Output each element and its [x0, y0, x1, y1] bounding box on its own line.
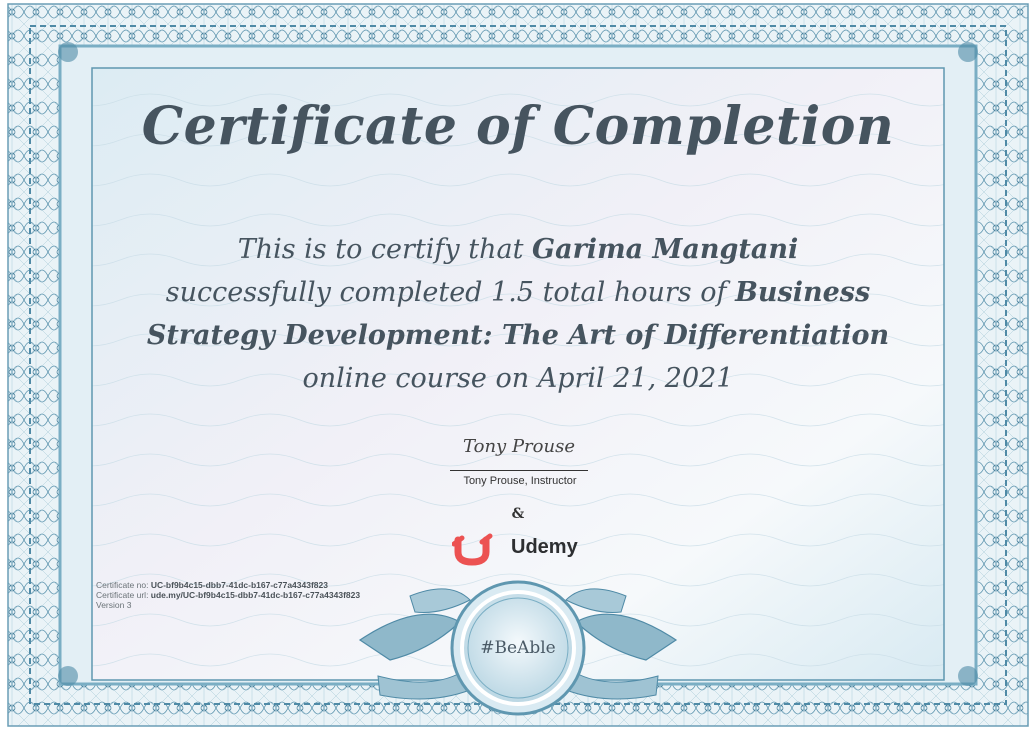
- completion-date: online course on April 21, 2021: [302, 363, 734, 394]
- course-name: Business Strategy Development: The Art of Differentiation: [146, 277, 890, 351]
- certificate-url[interactable]: Certificate url: ude.my/UC-bf9b4c15-dbb7-41dc-b167-c77a4343f823: [96, 590, 361, 600]
- signature-caption: Tony Prouse, Instructor: [463, 475, 577, 487]
- recipient-name: Garima Mangtani: [532, 234, 799, 265]
- seal-hashtag: #BeAble: [480, 638, 556, 658]
- brand-name: Udemy: [511, 536, 578, 558]
- instructor-signature: Tony Prouse: [463, 436, 575, 457]
- certificate-number: Certificate no: UC-bf9b4c15-dbb7-41dc-b167-c77a4343f823: [96, 580, 328, 590]
- course-hours: 1.5 total hours of: [491, 277, 736, 308]
- statement-completed: successfully completed: [165, 277, 492, 308]
- certificate-version: Version 3: [96, 600, 132, 610]
- statement-prefix: This is to certify that: [237, 234, 533, 265]
- ampersand: &: [511, 506, 525, 522]
- certificate-title: Certificate of Completion: [141, 96, 895, 157]
